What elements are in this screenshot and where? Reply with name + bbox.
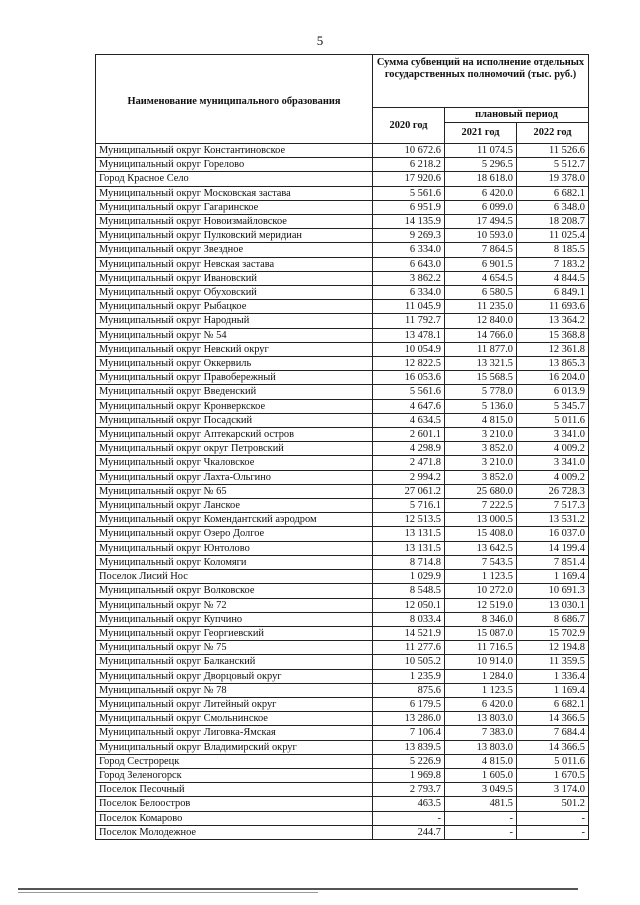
row-value-2022: 5 345.7 [517,399,589,413]
table-row [96,541,589,555]
row-name: Муниципальный округ Коломяги [96,555,373,569]
row-name: Поселок Лисий Нос [96,570,373,584]
row-value-2022: 4 844.5 [517,271,589,285]
row-value-2021: 15 568.5 [445,371,517,385]
row-value-2022: 8 185.5 [517,243,589,257]
row-name: Муниципальный округ Юнтолово [96,541,373,555]
row-value-2021: 7 222.5 [445,499,517,513]
table-row [96,428,589,442]
row-name: Город Зеленогорск [96,768,373,782]
table-row [96,271,589,285]
row-value-2020: 7 106.4 [373,726,445,740]
row-value-2021: 8 346.0 [445,612,517,626]
row-name: Муниципальный округ Ланское [96,499,373,513]
table-row [96,186,589,200]
table-row [96,399,589,413]
row-value-2020: 6 218.2 [373,158,445,172]
row-value-2021: 1 123.5 [445,570,517,584]
row-value-2022: 14 366.5 [517,712,589,726]
table-row [96,726,589,740]
row-value-2021: 3 210.0 [445,456,517,470]
row-value-2022: 3 341.0 [517,428,589,442]
row-name: Муниципальный округ Лиговка-Ямская [96,726,373,740]
row-name: Муниципальный округ Новоизмайловское [96,215,373,229]
table-row [96,683,589,697]
row-value-2021: 15 087.0 [445,626,517,640]
row-value-2020: 27 061.2 [373,484,445,498]
row-name: Муниципальный округ Аптекарский остров [96,428,373,442]
table-row [96,768,589,782]
table-row [96,215,589,229]
row-value-2021: 17 494.5 [445,215,517,229]
row-name: Муниципальный округ Кронверкское [96,399,373,413]
row-name: Муниципальный округ Горелово [96,158,373,172]
table-row [96,740,589,754]
table-row [96,357,589,371]
row-value-2021: 7 383.0 [445,726,517,740]
row-value-2021: 5 136.0 [445,399,517,413]
row-value-2022: 16 037.0 [517,527,589,541]
page-number: 5 [316,33,324,48]
table-row [96,342,589,356]
row-name: Муниципальный округ Оккервиль [96,357,373,371]
row-value-2020: 6 179.5 [373,697,445,711]
row-name: Муниципальный округ округ Петровский [96,442,373,456]
row-name: Муниципальный округ Посадский [96,413,373,427]
row-value-2022: 13 364.2 [517,314,589,328]
row-value-2020: 9 269.3 [373,229,445,243]
table-row [96,385,589,399]
table-row [96,513,589,527]
row-value-2020: 4 634.5 [373,413,445,427]
row-value-2021: 3 852.0 [445,470,517,484]
row-value-2022: - [517,811,589,825]
row-value-2022: 14 199.4 [517,541,589,555]
row-value-2020: 13 131.5 [373,527,445,541]
table-row [96,442,589,456]
row-value-2022: 11 693.6 [517,300,589,314]
row-value-2022: 11 359.5 [517,655,589,669]
row-value-2022: - [517,825,589,839]
row-value-2020: 1 029.9 [373,570,445,584]
table-row [96,229,589,243]
row-value-2021: 6 901.5 [445,257,517,271]
table-row [96,641,589,655]
row-value-2021: 15 408.0 [445,527,517,541]
row-name: Муниципальный округ Лахта-Ольгино [96,470,373,484]
table-row [96,783,589,797]
row-value-2022: 7 183.2 [517,257,589,271]
row-value-2020: 11 792.7 [373,314,445,328]
row-value-2022: 7 851.4 [517,555,589,569]
row-value-2020: 875.6 [373,683,445,697]
table-row [96,328,589,342]
table-row [96,570,589,584]
row-value-2021: 1 123.5 [445,683,517,697]
row-name: Муниципальный округ Волковское [96,584,373,598]
row-value-2022: 7 684.4 [517,726,589,740]
row-value-2021: - [445,825,517,839]
row-name: Муниципальный округ Литейный округ [96,697,373,711]
table-row [96,243,589,257]
table-row [96,825,589,839]
row-value-2022: 19 378.0 [517,172,589,186]
row-value-2021: 14 766.0 [445,328,517,342]
row-value-2021: 3 852.0 [445,442,517,456]
row-value-2021: 6 099.0 [445,200,517,214]
row-value-2022: 501.2 [517,797,589,811]
row-value-2021: 13 321.5 [445,357,517,371]
row-value-2021: 7 543.5 [445,555,517,569]
row-value-2020: 1 235.9 [373,669,445,683]
row-value-2020: 6 643.0 [373,257,445,271]
table-row [96,697,589,711]
table-row [96,200,589,214]
row-value-2020: 8 714.8 [373,555,445,569]
header-year-2021: 2021 год [445,123,517,144]
row-value-2020: 16 053.6 [373,371,445,385]
row-value-2021: 1 605.0 [445,768,517,782]
row-value-2022: 15 702.9 [517,626,589,640]
table-row [96,555,589,569]
table-row [96,371,589,385]
row-value-2022: 15 368.8 [517,328,589,342]
table-row [96,300,589,314]
table-row [96,612,589,626]
header-year-2020: 2020 год [373,108,445,144]
row-value-2020: 5 561.6 [373,186,445,200]
row-name: Город Сестрорецк [96,754,373,768]
row-value-2020: 8 033.4 [373,612,445,626]
row-value-2021: 11 877.0 [445,342,517,356]
row-value-2020: 1 969.8 [373,768,445,782]
table-row [96,158,589,172]
row-value-2022: 11 526.6 [517,144,589,158]
row-value-2020: 13 286.0 [373,712,445,726]
row-name: Муниципальный округ Пулковский меридиан [96,229,373,243]
row-value-2020: 2 601.1 [373,428,445,442]
table-row [96,413,589,427]
table-row [96,484,589,498]
row-name: Муниципальный округ Комендантский аэродром [96,513,373,527]
row-value-2022: 6 348.0 [517,200,589,214]
row-value-2021: 3 049.5 [445,783,517,797]
row-value-2020: 2 994.2 [373,470,445,484]
table-row [96,257,589,271]
row-value-2020: - [373,811,445,825]
row-value-2021: 12 840.0 [445,314,517,328]
row-name: Муниципальный округ № 78 [96,683,373,697]
row-name: Муниципальный округ Дворцовый округ [96,669,373,683]
row-name: Муниципальный округ Рыбацкое [96,300,373,314]
table-row [96,499,589,513]
row-value-2021: 13 000.5 [445,513,517,527]
row-value-2022: 14 366.5 [517,740,589,754]
table-row [96,712,589,726]
row-value-2020: 3 862.2 [373,271,445,285]
row-value-2020: 6 334.0 [373,286,445,300]
table-row [96,811,589,825]
row-name: Муниципальный округ Обуховский [96,286,373,300]
row-value-2021: 5 296.5 [445,158,517,172]
row-value-2021: 4 654.5 [445,271,517,285]
row-value-2020: 12 513.5 [373,513,445,527]
table-row [96,626,589,640]
row-name: Муниципальный округ Невская застава [96,257,373,271]
row-value-2021: 12 519.0 [445,598,517,612]
row-value-2022: 13 030.1 [517,598,589,612]
row-value-2020: 4 647.6 [373,399,445,413]
row-value-2021: 5 778.0 [445,385,517,399]
row-value-2020: 14 521.9 [373,626,445,640]
row-value-2022: 1 336.4 [517,669,589,683]
row-value-2021: 11 074.5 [445,144,517,158]
row-value-2022: 12 194.8 [517,641,589,655]
row-value-2020: 244.7 [373,825,445,839]
subsidies-table [95,54,589,840]
row-value-2021: 13 803.0 [445,740,517,754]
row-value-2022: 6 849.1 [517,286,589,300]
row-value-2022: 8 686.7 [517,612,589,626]
row-value-2020: 4 298.9 [373,442,445,456]
table-row [96,655,589,669]
table-row [96,669,589,683]
row-value-2021: 11 716.5 [445,641,517,655]
table-row [96,797,589,811]
row-value-2020: 5 561.6 [373,385,445,399]
row-value-2022: 1 169.4 [517,683,589,697]
row-value-2020: 12 050.1 [373,598,445,612]
row-name: Муниципальный округ Купчино [96,612,373,626]
row-value-2021: 13 803.0 [445,712,517,726]
row-value-2020: 10 054.9 [373,342,445,356]
table-row [96,144,589,158]
row-name: Муниципальный округ № 54 [96,328,373,342]
row-value-2021: 6 420.0 [445,697,517,711]
row-value-2021: 6 580.5 [445,286,517,300]
row-name: Муниципальный округ № 72 [96,598,373,612]
row-value-2020: 6 951.9 [373,200,445,214]
row-value-2022: 12 361.8 [517,342,589,356]
row-name: Муниципальный округ № 65 [96,484,373,498]
table-row [96,456,589,470]
row-value-2022: 6 682.1 [517,697,589,711]
row-value-2021: - [445,811,517,825]
row-value-2022: 5 011.6 [517,413,589,427]
row-value-2022: 13 531.2 [517,513,589,527]
row-value-2020: 14 135.9 [373,215,445,229]
row-value-2022: 6 013.9 [517,385,589,399]
table-row [96,172,589,186]
row-value-2020: 10 505.2 [373,655,445,669]
row-value-2021: 11 235.0 [445,300,517,314]
row-name: Муниципальный округ Озеро Долгое [96,527,373,541]
row-value-2022: 4 009.2 [517,442,589,456]
row-value-2022: 10 691.3 [517,584,589,598]
row-value-2020: 13 478.1 [373,328,445,342]
row-value-2022: 18 208.7 [517,215,589,229]
header-sum-column: Сумма субвенций на исполнение отдельных государственных полномочий (тыс. руб.) [373,55,589,108]
scan-artifact-line [18,892,318,893]
row-value-2021: 1 284.0 [445,669,517,683]
row-value-2022: 26 728.3 [517,484,589,498]
row-name: Муниципальный округ Звездное [96,243,373,257]
row-value-2021: 4 815.0 [445,754,517,768]
row-value-2021: 6 420.0 [445,186,517,200]
row-name: Муниципальный округ № 75 [96,641,373,655]
row-value-2020: 5 226.9 [373,754,445,768]
row-value-2021: 481.5 [445,797,517,811]
row-value-2022: 6 682.1 [517,186,589,200]
row-name: Муниципальный округ Владимирский округ [96,740,373,754]
row-value-2020: 5 716.1 [373,499,445,513]
row-value-2020: 11 277.6 [373,641,445,655]
row-name: Муниципальный округ Ивановский [96,271,373,285]
table-row [96,314,589,328]
header-name-column: Наименование муниципального образования [96,55,373,144]
row-value-2021: 10 914.0 [445,655,517,669]
row-name: Муниципальный округ Георгиевский [96,626,373,640]
row-value-2021: 13 642.5 [445,541,517,555]
row-value-2021: 10 593.0 [445,229,517,243]
row-value-2021: 4 815.0 [445,413,517,427]
table-row [96,584,589,598]
row-name: Город Красное Село [96,172,373,186]
row-name: Муниципальный округ Введенский [96,385,373,399]
table-row [96,286,589,300]
row-name: Муниципальный округ Балканский [96,655,373,669]
row-name: Муниципальный округ Правобережный [96,371,373,385]
row-value-2020: 463.5 [373,797,445,811]
row-value-2022: 4 009.2 [517,470,589,484]
row-name: Поселок Песочный [96,783,373,797]
row-name: Муниципальный округ Невский округ [96,342,373,356]
table-row [96,527,589,541]
row-value-2022: 11 025.4 [517,229,589,243]
row-value-2021: 25 680.0 [445,484,517,498]
row-value-2022: 16 204.0 [517,371,589,385]
table-row [96,598,589,612]
row-value-2022: 1 169.4 [517,570,589,584]
table-row [96,470,589,484]
row-value-2020: 2 471.8 [373,456,445,470]
row-value-2021: 3 210.0 [445,428,517,442]
row-name: Муниципальный округ Константиновское [96,144,373,158]
row-value-2020: 12 822.5 [373,357,445,371]
row-value-2022: 5 011.6 [517,754,589,768]
row-name: Муниципальный округ Московская застава [96,186,373,200]
row-value-2022: 3 341.0 [517,456,589,470]
row-name: Муниципальный округ Чкаловское [96,456,373,470]
row-name: Муниципальный округ Смольнинское [96,712,373,726]
row-value-2022: 1 670.5 [517,768,589,782]
row-value-2021: 10 272.0 [445,584,517,598]
row-name: Поселок Белоостров [96,797,373,811]
row-value-2021: 18 618.0 [445,172,517,186]
row-value-2020: 13 839.5 [373,740,445,754]
row-value-2020: 8 548.5 [373,584,445,598]
table-row [96,754,589,768]
header-plan-period: плановый период [445,108,589,123]
row-name: Поселок Комарово [96,811,373,825]
row-value-2020: 2 793.7 [373,783,445,797]
row-value-2022: 7 517.3 [517,499,589,513]
row-value-2022: 5 512.7 [517,158,589,172]
row-value-2020: 6 334.0 [373,243,445,257]
row-value-2020: 17 920.6 [373,172,445,186]
row-value-2020: 10 672.6 [373,144,445,158]
table-body [96,144,589,840]
row-name: Муниципальный округ Гагаринское [96,200,373,214]
row-value-2021: 7 864.5 [445,243,517,257]
row-name: Поселок Молодежное [96,825,373,839]
row-name: Муниципальный округ Народный [96,314,373,328]
header-year-2022: 2022 год [517,123,589,144]
row-value-2020: 13 131.5 [373,541,445,555]
scan-artifact-line [18,888,578,890]
row-value-2022: 13 865.3 [517,357,589,371]
row-value-2020: 11 045.9 [373,300,445,314]
row-value-2022: 3 174.0 [517,783,589,797]
